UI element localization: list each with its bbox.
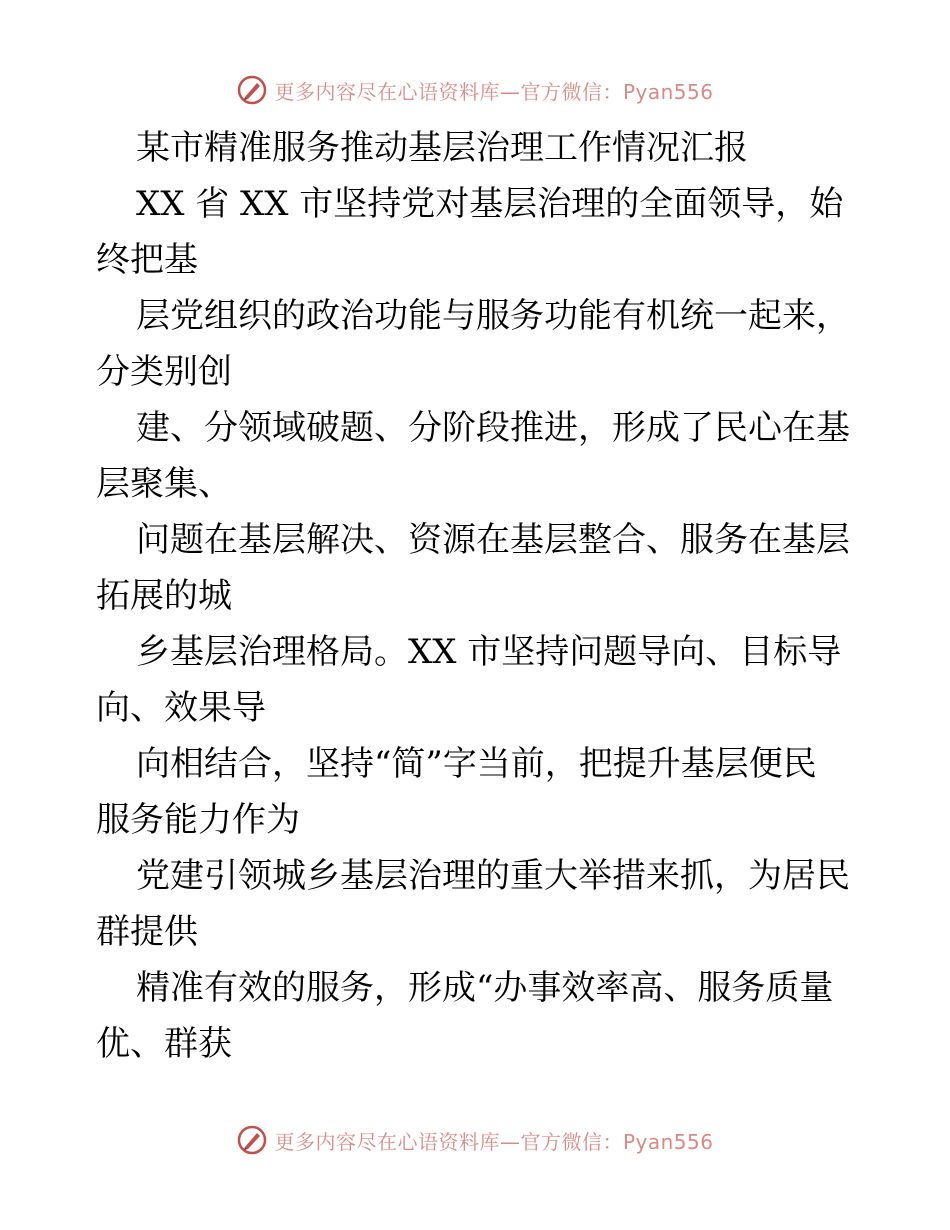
text-line: 分类别创: [96, 352, 232, 392]
text-line: 向、效果导: [96, 688, 266, 728]
text-line: 服务能力作为: [96, 800, 300, 840]
text-line: 终把基: [96, 240, 198, 280]
text-line: 乡基层治理格局。XX 市坚持问题导向、目标导: [136, 632, 842, 672]
text-line: XX 省 XX 市坚持党对基层治理的全面领导，始: [136, 184, 844, 224]
text-line: 层党组织的政治功能与服务功能有机统一起来，: [136, 296, 850, 336]
pen-logo-icon: [236, 1124, 268, 1156]
text-line: 层聚集、: [96, 464, 232, 504]
document-body: [96, 120, 856, 1072]
watermark-text: 更多内容尽在心语资料库—官方微信：Pyan556: [274, 1129, 714, 1154]
text-line: 群提供: [96, 912, 198, 952]
text-line: 问题在基层解决、资源在基层整合、服务在基层: [136, 520, 850, 560]
pen-logo-icon: [236, 74, 268, 106]
text-line: 精准有效的服务，形成“办事效率高、服务质量: [136, 968, 834, 1008]
footer-watermark: [0, 1122, 950, 1158]
text-line: 优、群获: [96, 1024, 232, 1064]
text-line: 建、分领域破题、分阶段推进，形成了民心在基: [136, 408, 850, 448]
text-line: 向相结合，坚持“简”字当前，把提升基层便民: [136, 744, 817, 784]
document-title: 某市精准服务推动基层治理工作情况汇报: [136, 128, 748, 168]
text-line: 拓展的城: [96, 576, 232, 616]
watermark-text: 更多内容尽在心语资料库—官方微信：Pyan556: [274, 79, 714, 104]
header-watermark: [0, 72, 950, 108]
text-line: 党建引领城乡基层治理的重大举措来抓，为居民: [136, 856, 850, 896]
